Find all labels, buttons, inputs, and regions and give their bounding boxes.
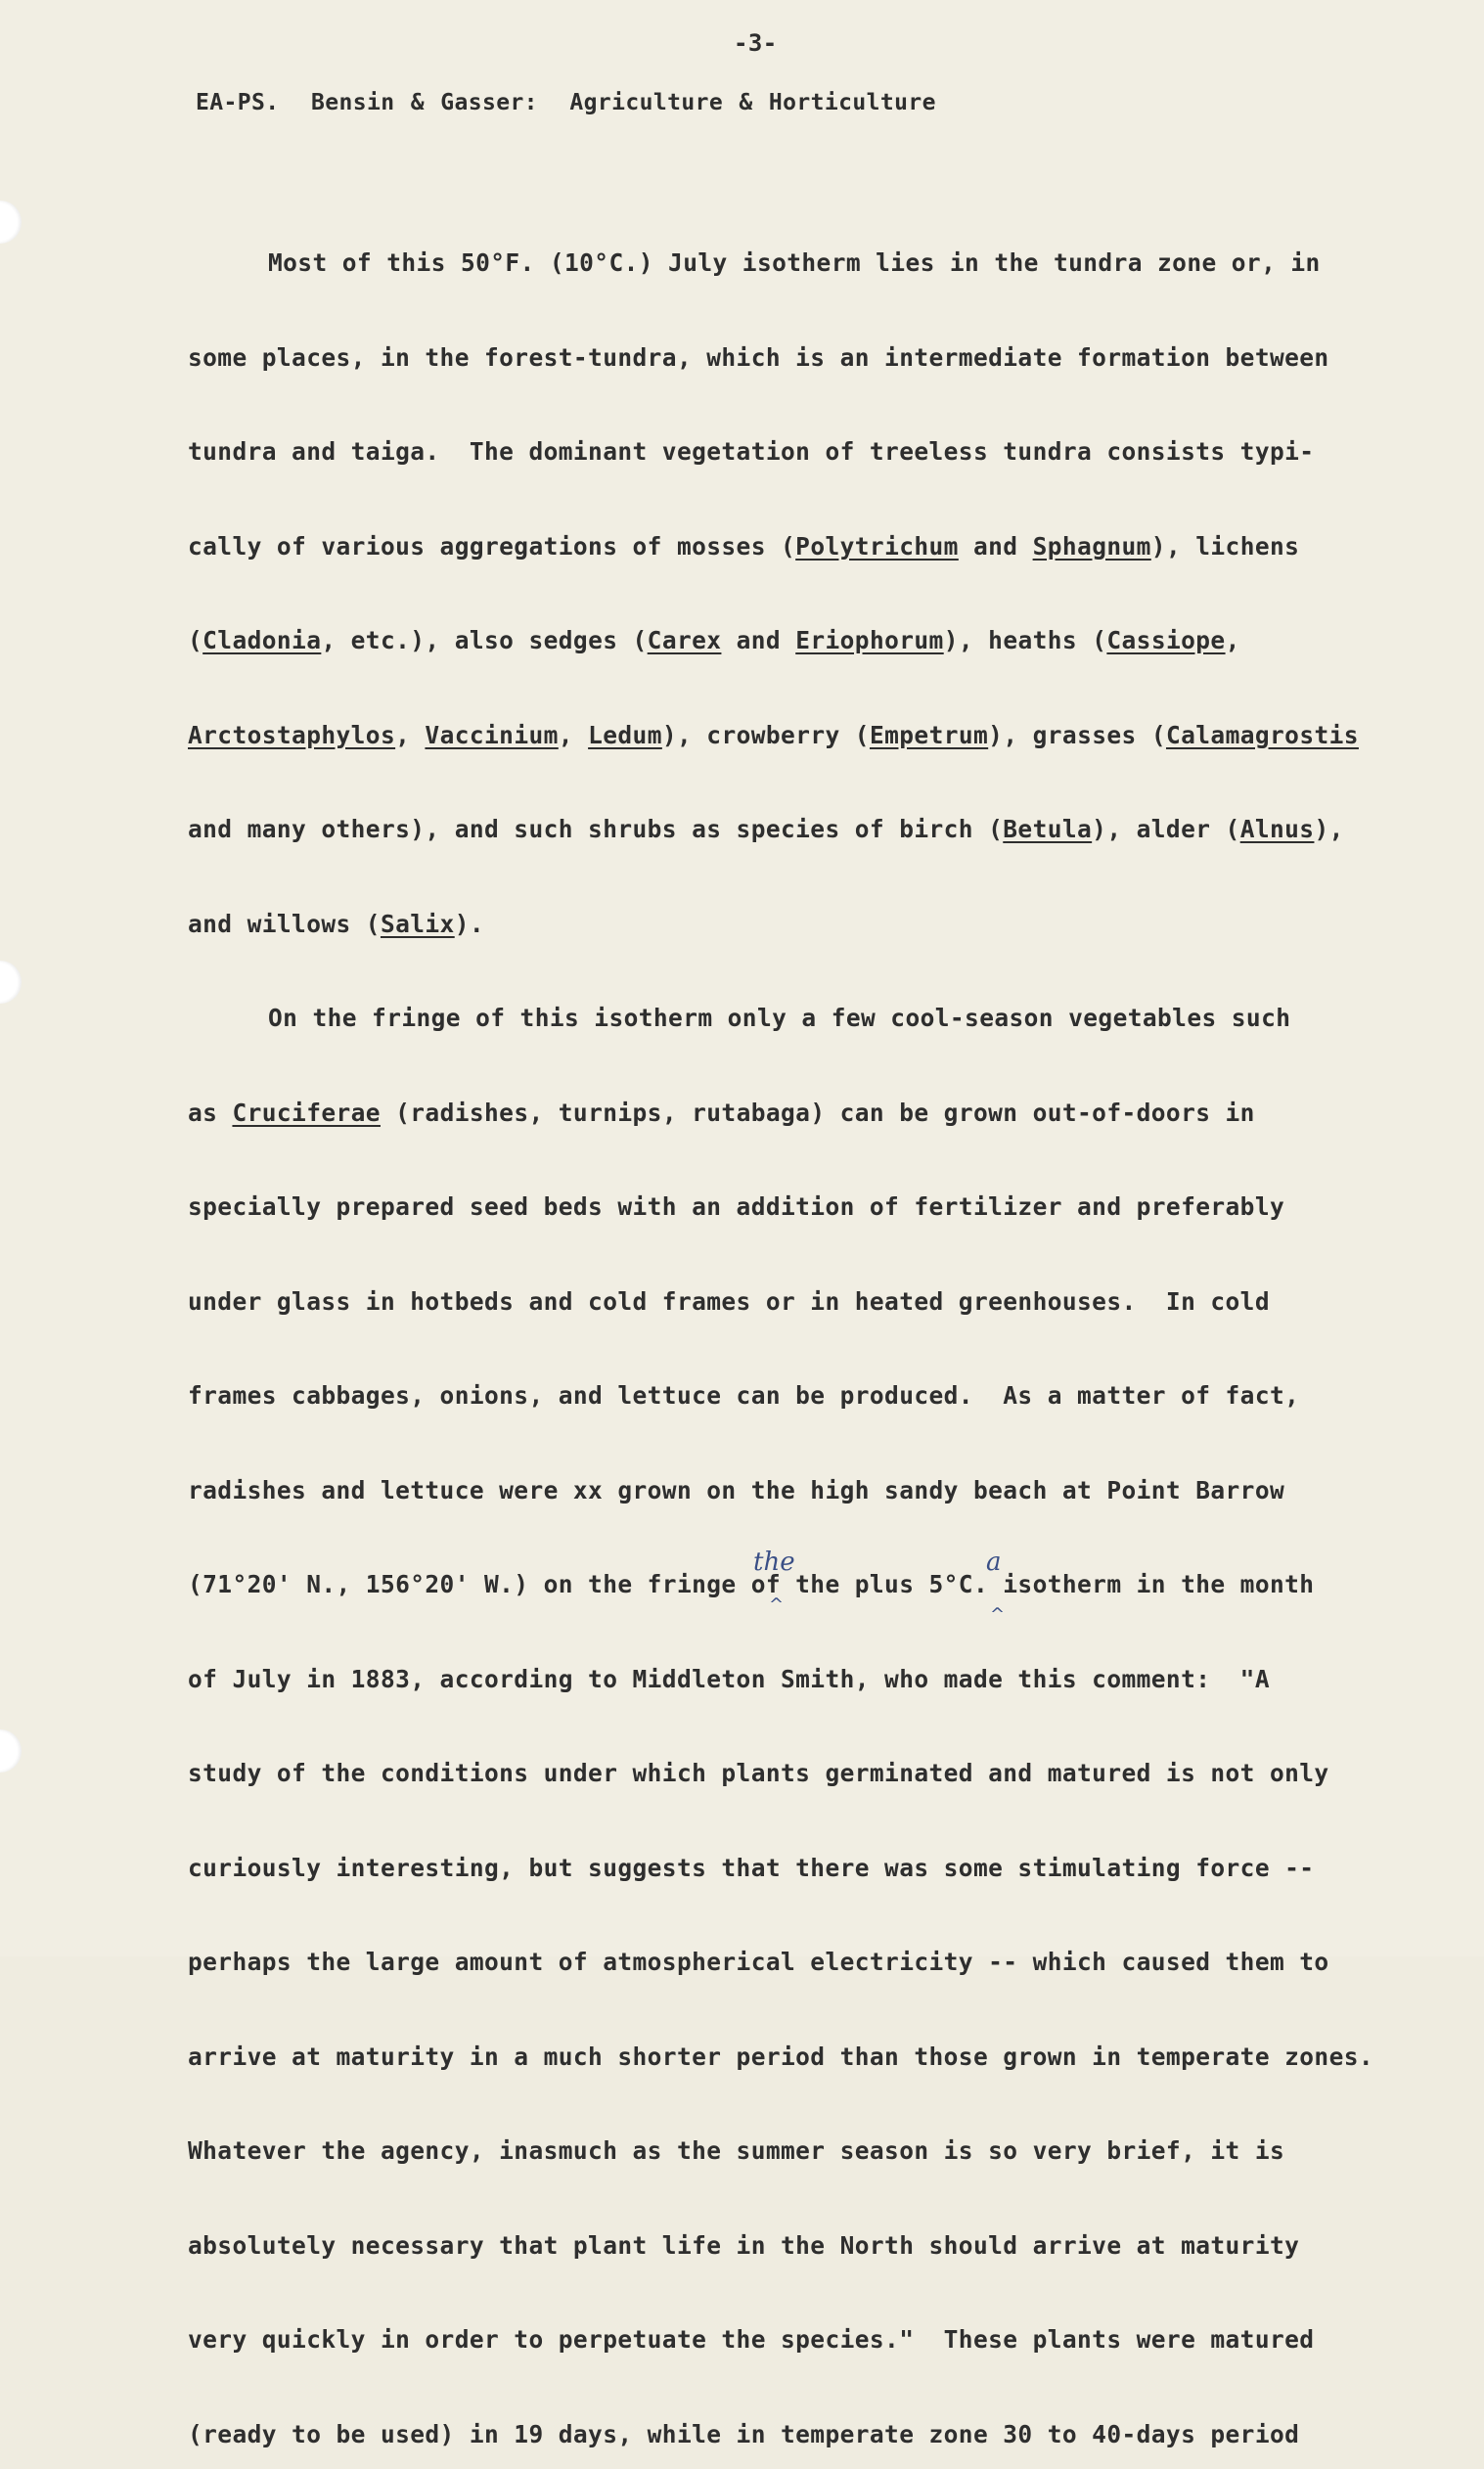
species-name: Polytrichum — [795, 532, 959, 561]
text-line: arrive at maturity in a much shorter period than those grown in temperate zones. — [188, 2035, 1391, 2092]
text-line: specially prepared seed beds with an addition of fertilizer and preferably — [188, 1185, 1391, 1242]
text-line: (Cladonia, etc.), also sedges (Carex and Eriophorum), heaths (Cassiope, — [188, 618, 1391, 676]
text-line: study of the conditions under which plants germinated and matured is not only — [188, 1751, 1391, 1809]
text-line: as Cruciferae (radishes, turnips, rutabaga) can be grown out-of-doors in — [188, 1091, 1391, 1148]
text-line: of July in 1883, according to Middleton Smith, who made this comment: "A — [188, 1657, 1391, 1715]
species-name: Cruciferae — [232, 1099, 381, 1127]
text-line: and many others), and such shrubs as species of birch (Betula), alder (Alnus), — [188, 807, 1391, 865]
text-line: (ready to be used) in 19 days, while in temperate zone 30 to 40-days period — [188, 2412, 1391, 2469]
species-name: Ledum — [588, 721, 662, 749]
binder-hole — [0, 961, 22, 1004]
species-name: Alnus — [1240, 815, 1315, 843]
species-name: Arctostaphylos — [188, 721, 395, 749]
text-line: curiously interesting, but suggests that there was some stimulating force -- — [188, 1846, 1391, 1904]
text-line: Most of this 50°F. (10°C.) July isotherm lies in the tundra zone or, in — [188, 241, 1391, 298]
handwritten-insertion: a — [986, 1548, 1002, 1577]
text-line: very quickly in order to perpetuate the species." These plants were matured — [188, 2317, 1391, 2375]
species-name: Salix — [381, 910, 455, 938]
text-line: Whatever the agency, inasmuch as the summer season is so very brief, it is — [188, 2129, 1391, 2186]
text-line: tundra and taiga. The dominant vegetation of treeless tundra consists typi- — [188, 429, 1391, 487]
text-line: perhaps the large amount of atmospherical electricity -- which caused them to — [188, 1940, 1391, 1998]
binder-hole — [0, 201, 22, 244]
text-line: On the fringe of this isotherm only a few cool-season vegetables such — [188, 996, 1391, 1054]
text-line: cally of various aggregations of mosses (Polytrichum and Sphagnum), lichens — [188, 524, 1391, 582]
text-line: and willows (Salix). — [188, 902, 1391, 960]
caret-mark: ^ — [769, 1594, 784, 1615]
species-name: Vaccinium — [425, 721, 558, 749]
text-line: under glass in hotbeds and cold frames or in heated greenhouses. In cold — [188, 1279, 1391, 1337]
species-name: Betula — [1003, 815, 1092, 843]
caret-mark: ^ — [990, 1604, 1005, 1625]
text-line: radishes and lettuce were xx grown on the high sandy beach at Point Barrow — [188, 1468, 1391, 1526]
handwritten-insertion: the — [753, 1548, 795, 1577]
text-line: some places, in the forest-tundra, which is an intermediate formation between — [188, 336, 1391, 393]
page-number: -3- — [734, 29, 778, 57]
species-name: Sphagnum — [1033, 532, 1151, 561]
species-name: Empetrum — [870, 721, 988, 749]
binder-hole — [0, 1729, 22, 1773]
body-text — [188, 203, 1391, 2469]
text-line: absolutely necessary that plant life in the North should arrive at maturity — [188, 2223, 1391, 2281]
text-line: (71°20' N., 156°20' W.) on the fringe of the plus 5°C. isotherm in the month — [188, 1562, 1391, 1620]
species-name: Carex — [648, 626, 722, 654]
species-name: Calamagrostis — [1166, 721, 1359, 749]
document-header: EA-PS. Bensin & Gasser: Agriculture & Horticulture — [196, 90, 936, 115]
text-line: Arctostaphylos, Vaccinium, Ledum), crowberry (Empetrum), grasses (Calamagrostis — [188, 713, 1391, 771]
text-line: frames cabbages, onions, and lettuce can be produced. As a matter of fact, — [188, 1373, 1391, 1431]
species-name: Eriophorum — [795, 626, 944, 654]
species-name: Cassiope — [1106, 626, 1225, 654]
species-name: Cladonia — [202, 626, 321, 654]
